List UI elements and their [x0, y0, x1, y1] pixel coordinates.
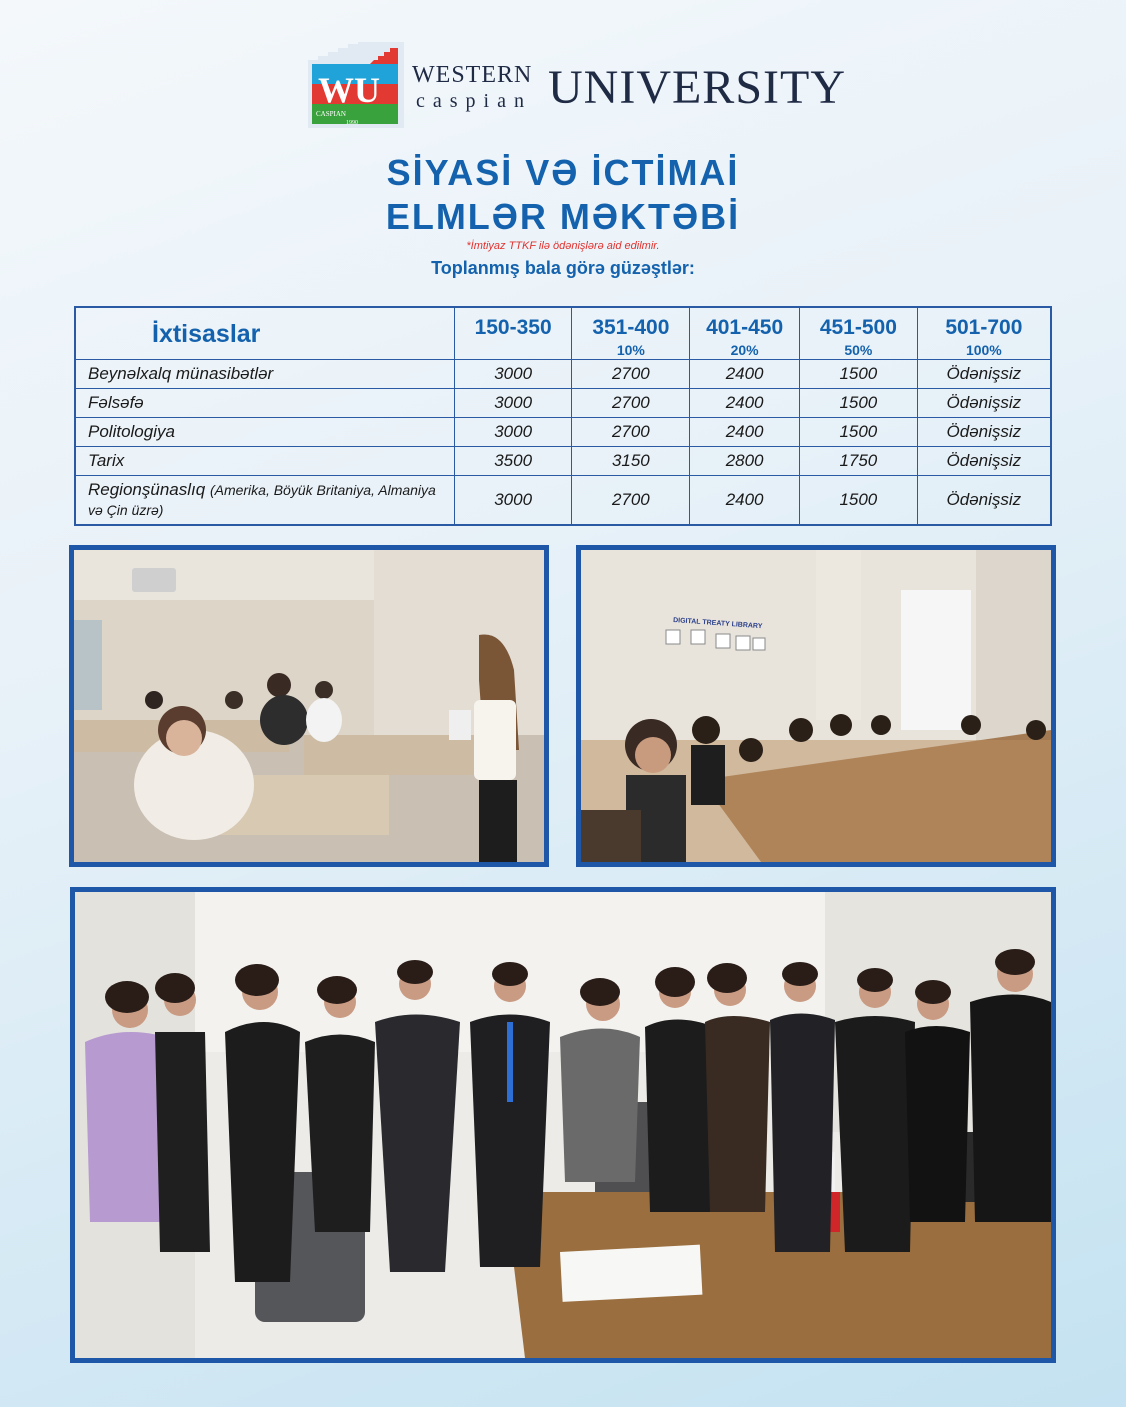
header-discount: 20% [730, 342, 759, 358]
row-price: Ödənişsiz [917, 475, 1051, 525]
header-range: 150-350 [474, 316, 552, 339]
logo-western: WESTERN [412, 62, 533, 88]
logo-mark-icon [308, 42, 404, 128]
header-range: 501-700 [945, 316, 1023, 339]
svg-text:1990: 1990 [346, 120, 358, 126]
svg-text:WU: WU [318, 70, 380, 110]
table-header-row [75, 307, 1051, 359]
row-price: 2400 [690, 417, 800, 446]
header-discount: 10% [616, 342, 645, 358]
row-specialty-cell [75, 475, 454, 525]
meeting-photo [576, 545, 1056, 867]
row-price: 2700 [572, 417, 690, 446]
row-price: 2700 [572, 475, 690, 525]
row-specialty-note: (Amerika, Böyük Britaniya, Almaniya və Çin üzrə) [88, 481, 436, 518]
table-row [75, 359, 1051, 388]
row-price: 3150 [572, 446, 690, 475]
row-price: 3000 [454, 475, 572, 525]
table-row [75, 417, 1051, 446]
header-col-3 [690, 307, 800, 359]
row-price: Ödənişsiz [917, 417, 1051, 446]
discount-note: *İmtiyaz TTKF ilə ödənişlərə aid edilmir. [466, 240, 660, 252]
row-specialty: Fəlsəfə [75, 388, 454, 417]
logo-university: UNIVERSITY [548, 61, 846, 114]
tuition-table [74, 306, 1052, 526]
row-price: 1750 [799, 446, 917, 475]
row-specialty: Tarix [75, 446, 454, 475]
row-price: Ödənişsiz [917, 359, 1051, 388]
header-discount: 100% [965, 342, 1002, 358]
page-title-line2: ELMLƏR MƏKTƏBİ [385, 196, 741, 237]
row-price: 3000 [454, 417, 572, 446]
university-logo [308, 42, 846, 130]
row-price: 3500 [454, 446, 572, 475]
classroom-photo [69, 545, 549, 867]
row-price: 2700 [572, 388, 690, 417]
header-col-1 [454, 307, 572, 359]
row-price: 2700 [572, 359, 690, 388]
row-price: 2400 [690, 475, 800, 525]
page-title-line1: SİYASİ VƏ İCTİMAİ [386, 152, 740, 193]
table-row [75, 446, 1051, 475]
row-specialty: Beynəlxalq münasibətlər [75, 359, 454, 388]
row-price: 3000 [454, 359, 572, 388]
svg-text:CASPIAN: CASPIAN [316, 110, 346, 118]
row-price: 1500 [799, 417, 917, 446]
row-price: 2400 [690, 388, 800, 417]
header-specialties: İxtisaslar [75, 307, 454, 359]
row-price: 2800 [690, 446, 800, 475]
header-discount: 50% [844, 342, 873, 358]
row-price: 3000 [454, 388, 572, 417]
row-price: 1500 [799, 475, 917, 525]
row-price: 2400 [690, 359, 800, 388]
row-specialty: Regionşünaslıq [88, 479, 206, 499]
row-price: 1500 [799, 359, 917, 388]
row-price: 1500 [799, 388, 917, 417]
table-row [75, 475, 1051, 525]
group-photo [70, 887, 1056, 1363]
classroom-photo-image [74, 550, 544, 862]
row-specialty: Politologiya [75, 417, 454, 446]
row-price: Ödənişsiz [917, 388, 1051, 417]
header-range: 401-450 [706, 316, 784, 339]
logo-caspian: caspian [416, 90, 532, 112]
table-subtitle: Toplanmış bala görə güzəştlər: [431, 258, 695, 278]
row-price: Ödənişsiz [917, 446, 1051, 475]
meeting-photo-image [581, 550, 1051, 862]
header-col-4 [799, 307, 917, 359]
group-photo-image [75, 892, 1051, 1358]
header-range: 451-500 [819, 316, 897, 339]
header-range: 351-400 [592, 316, 670, 339]
header-col-2 [572, 307, 690, 359]
header-col-5 [917, 307, 1051, 359]
table-row [75, 388, 1051, 417]
photo2-wall-text: DIGITAL TREATY LIBRARY [672, 617, 763, 631]
